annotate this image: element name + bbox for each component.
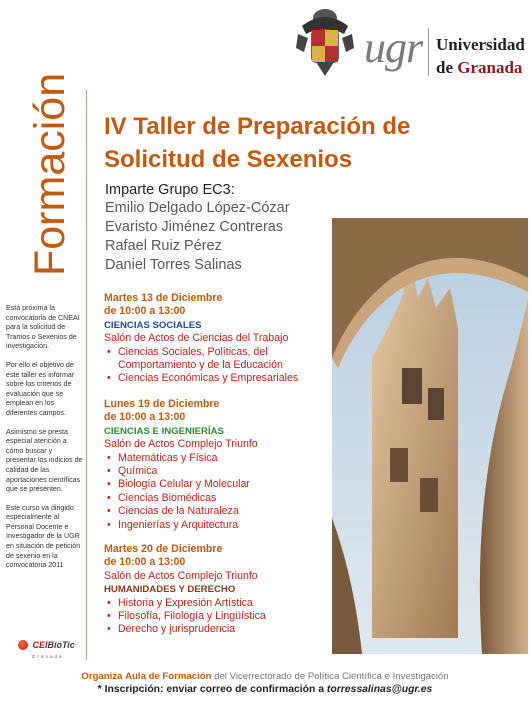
university-granada: Granada	[457, 58, 523, 77]
ugr-logo-text: ugr	[364, 23, 423, 72]
topic-item: • Ciencias Sociales, Políticas, del Comportamiento y de la Educación	[118, 346, 288, 373]
session-time: de 10:00 a 13:00	[104, 556, 186, 569]
session-area: CIENCIAS SOCIALES	[104, 319, 202, 331]
sidebar-paragraph: Asimismo se presta especial atención a cómo buscar y presentar los indicios de calidad de las aportaciones científicas que se presenten.	[6, 427, 83, 494]
imparte-label: Imparte Grupo EC3:	[105, 182, 235, 198]
topic-item: • Ciencias de la Naturaleza	[118, 505, 258, 518]
session-date: Martes 13 de Diciembre	[104, 292, 223, 304]
university-de: de	[436, 58, 458, 77]
session-date: Lunes 19 de Diciembre	[104, 398, 220, 410]
topic-item: • Química	[118, 465, 258, 478]
session-topics	[104, 346, 298, 386]
session-place: Salón de Actos de Ciencias del Trabajo	[104, 332, 289, 345]
topic-item: • Matemáticas y Física	[118, 452, 258, 465]
topic-item: • Derecho y jurisprudencia	[118, 623, 266, 636]
title-line1: IV Taller de Preparación de	[104, 113, 411, 140]
title-line2: Solicitud de Sexenios	[104, 146, 353, 173]
sidebar-description	[6, 304, 84, 580]
university-name	[436, 33, 525, 79]
university-seal-icon	[294, 4, 356, 78]
instructor-name: Evaristo Jiménez Contreras	[105, 219, 284, 235]
session-3	[104, 543, 266, 637]
instructor-name: Daniel Torres Salinas	[105, 257, 242, 273]
session-area: CIENCIAS E INGENIERÍAS	[104, 425, 224, 437]
topic-item: • Filosofía, Filología y Lingüística	[118, 610, 266, 623]
ceibiotic-logo	[18, 636, 75, 659]
footer-vicerrectorado: del Vicerrectorado de Política Científica e Investigación	[214, 671, 449, 682]
footer-inscripcion	[0, 684, 530, 695]
topic-item: • Historia y Expresión Artística	[118, 597, 266, 610]
session-place: Salón de Actos Complejo Triunfo	[104, 438, 258, 451]
instructor-name: Rafael Ruiz Pérez	[105, 238, 222, 254]
ceibiotic-mark-icon	[18, 640, 28, 650]
inscripcion-email[interactable]: torressalinas@ugr.es	[326, 684, 433, 695]
session-topics	[104, 597, 266, 637]
session-place: Salón de Actos Complejo Triunfo	[104, 569, 258, 582]
footer-organiza-label: Organiza	[81, 671, 123, 682]
session-topics	[104, 452, 258, 532]
inscripcion-text: * Inscripción: enviar correo de confirmación a	[97, 684, 325, 695]
university-line2	[436, 56, 525, 79]
session-date: Martes 20 de Diciembre	[104, 543, 223, 555]
building-photo	[332, 218, 528, 654]
sidebar-paragraph: Está próxima la convocatoria de CNEAI para la solicitud de Tramos o Sexenios de investigación.	[6, 304, 80, 351]
session-area: HUMANIDADES Y DERECHO	[104, 584, 236, 596]
session-2	[104, 398, 258, 532]
page-title	[104, 110, 464, 176]
topic-item: • Ciencias Biomédicas	[118, 492, 258, 505]
topic-item: • Biología Celular y Molecular	[118, 478, 258, 491]
instructor-list	[105, 199, 290, 275]
ceibiotic-text: CEIBioTic	[32, 639, 75, 650]
logo-divider	[428, 28, 429, 76]
footer-organiza	[0, 671, 530, 682]
side-divider	[86, 90, 87, 660]
footer-aula: Aula de Formación	[125, 671, 212, 682]
session-time: de 10:00 a 13:00	[104, 411, 186, 424]
sidebar-paragraph: Este curso va dirigido especialmente al Personal Docente e Investigador de la UGR en situación de petición de sexenio en la convocatoria 2011	[6, 503, 81, 570]
university-line1: Universidad	[436, 35, 525, 54]
session-time: de 10:00 a 13:00	[104, 305, 186, 318]
session-1	[104, 292, 298, 386]
sidebar-paragraph: Por ello el objetivo de este taller es informar sobre los criterios de evaluación que se emplean en los diferentes campos.	[6, 360, 75, 417]
ceibiotic-sub: Granada	[32, 654, 64, 659]
topic-item: • Ingenierías y Arquitectura	[118, 519, 258, 532]
vertical-title: Formación	[26, 72, 74, 276]
instructor-name: Emilio Delgado López-Cózar	[105, 200, 290, 216]
topic-item: • Ciencias Económicas y Empresariales	[118, 372, 298, 385]
